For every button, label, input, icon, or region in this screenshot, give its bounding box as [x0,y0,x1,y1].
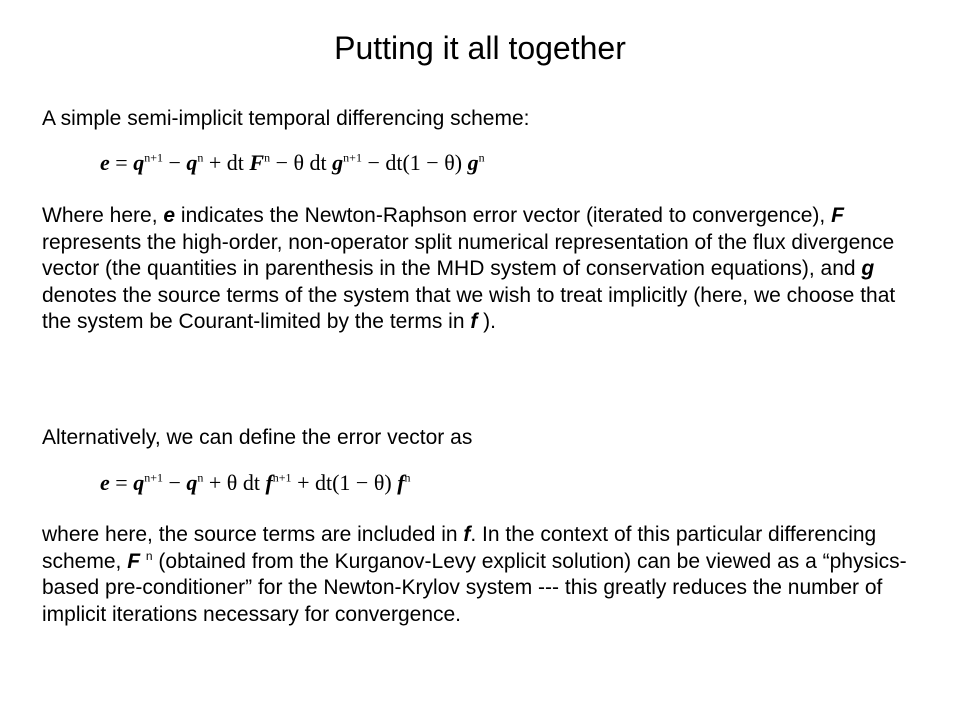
closing-paragraph: where here, the source terms are included in f. In the context of this particular differencing scheme, F $^n$ (obtained from the Kurganov-Levy explicit solution) can be viewed as a “physics-based pre-conditioner” for the Newton-Krylov system --- this greatly reduces the number of implicit iterations necessary for convergence. [42,523,907,626]
intro-text: A simple semi-implicit temporal differencing scheme: [42,107,530,130]
equation-2: $e = q^{n+1} - q^n + \theta$ dt $f^{n+1} + dt(1 - \theta)$ $f^n$ [100,470,411,495]
alternative-intro: Alternatively, we can define the error vector as [42,426,473,449]
slide-title: Putting it all together [334,30,626,66]
explanation-paragraph: Where here, e indicates the Newton-Raphson error vector (iterated to convergence), F represents the high-order, non-operator split numerical representation of the flux divergence vector (the quantities in parenthesis in the MHD system of conservation equations), and g denotes the source terms of the system that we wish to treat implicitly (here, we choose that the system be Courant-limited by the terms in f ). [42,204,896,333]
equation-1: $e = q^{n+1} - q^n$ + dt $F^n - \theta$ dt $g^{n+1} - dt(1 - \theta)$ $g^n$ [100,150,485,175]
